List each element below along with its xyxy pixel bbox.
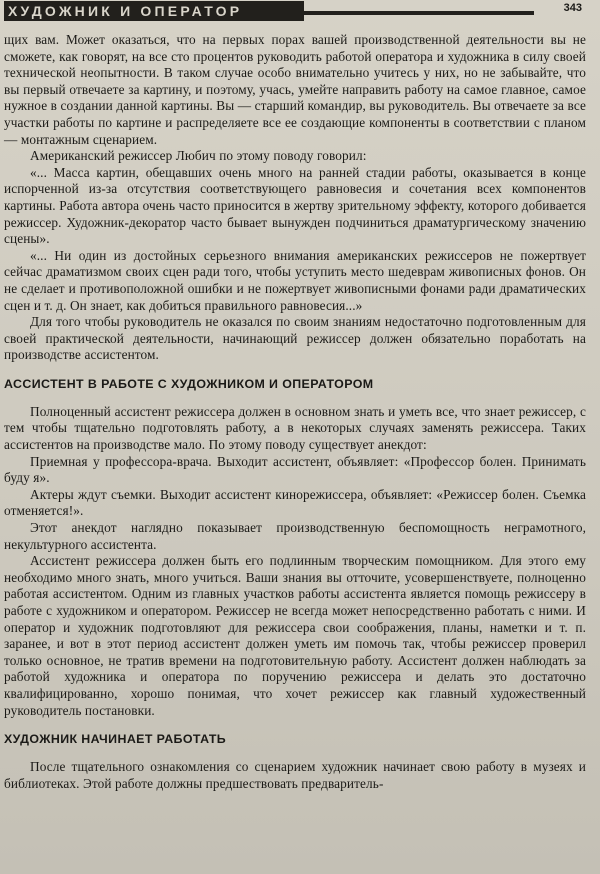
paragraph: Ассистент режиссера должен быть его подлинным творческим помощником. Для этого ему необходимо много знать, много учиться. Ваши знания вы отточите, усовершенствуете, полноценно работая ассистентом. Одним из главных участков работы ассистента является помощь режиссеру в работе с художником и оператором. Режиссер не всегда может непосредственно работать с ними. И оператор и художник подготовляют для режиссера свои соображения, планы, наметки и т. п. заранее, и вот в этот период ассистент должен уметь им помочь так, чтобы режиссер проверил только основное, не тратив времени на подготовительную работу. Ассистент должен наблюдать за работой художника и оператора по поручению режиссера и делать это достаточно квалифицированно, хорошо понимая, что хочет режиссер как главный художественный руководитель постановки. xyxy=(4,553,586,718)
paragraph: Американский режиссер Любич по этому поводу говорил: xyxy=(30,148,367,164)
paragraph: После тщательного ознакомления со сценарием художник начинает свою работу в музеях и библиотеках. Этой работе должны предшествовать предваритель- xyxy=(4,759,586,791)
section-heading: ХУДОЖНИК НАЧИНАЕТ РАБОТАТЬ xyxy=(4,732,227,747)
quote-paragraph: «... Масса картин, обещавших очень много на ранней стадии работы, оказывается в конце испорченной из-за отсутствия соответствующего равновесия и сочетания всех компонентов картины. Работа автора очень часто приносится в жертву зрительному эффекту, которого добивается режиссер. Художник-декоратор часто бывает вынужден подчиниться драматургическому значению сцены». xyxy=(4,164,586,247)
page-body xyxy=(4,32,586,792)
page-number: 343 xyxy=(563,2,582,14)
header-rule xyxy=(304,11,534,15)
paragraph: Этот анекдот наглядно показывает производственную беспомощность неграмотного, некультурного ассистента. xyxy=(4,520,586,552)
paragraph: щих вам. Может оказаться, что на первых порах вашей производственной деятельности вы не сможете, как говорят, на все сто процентов руководить работой оператора и художника в силу своей технической неопытности. В таком случае особо внимательно учитесь у них, но не забывайте, что вы первый отвечаете за картину, и поэтому, учась, умейте направить работу на самое главное, самое нужное в создании данной картины. Вы — старший командир, вы руководитель. Вы отвечаете за все участки работы по картине и распределяете все ее создающие компоненты в соответствии с планом — монтажным сценарием. xyxy=(4,32,586,147)
paragraph: Полноценный ассистент режиссера должен в основном знать и уметь все, что знает режиссер, с тем чтобы тщательно подготовлять работу, а в некоторых случаях заменять режиссера. Таких ассистентов на производстве мало. По этому поводу существует анекдот: xyxy=(4,403,586,453)
section-heading: АССИСТЕНТ В РАБОТЕ С ХУДОЖНИКОМ И ОПЕРАТОРОМ xyxy=(4,376,374,391)
running-header xyxy=(0,0,600,26)
running-header-title: ХУДОЖНИК И ОПЕРАТОР xyxy=(4,1,304,21)
quote-paragraph: «... Ни один из достойных серьезного внимания американских режиссеров не пожертвует сейчас драматизмом своих сцен ради того, чтобы уступить место шедеврам живописных фонов. Он не сделает и противоположной ошибки и не пожертвует живописными фонами ради драматических сцен и т. д. Он знает, как добиться правильного равновесия...» xyxy=(4,247,586,313)
paragraph: Приемная у профессора-врача. Выходит ассистент, объявляет: «Профессор болен. Принимать буду я». xyxy=(4,453,586,486)
paragraph: Для того чтобы руководитель не оказался по своим знаниям недостаточно подготовленным для своей практической деятельности, начинающий режиссер должен обязательно поработать на производстве ассистентом. xyxy=(4,314,586,363)
paragraph: Актеры ждут съемки. Выходит ассистент кинорежиссера, объявляет: «Режиссер болен. Съемка отменяется!». xyxy=(4,486,586,519)
